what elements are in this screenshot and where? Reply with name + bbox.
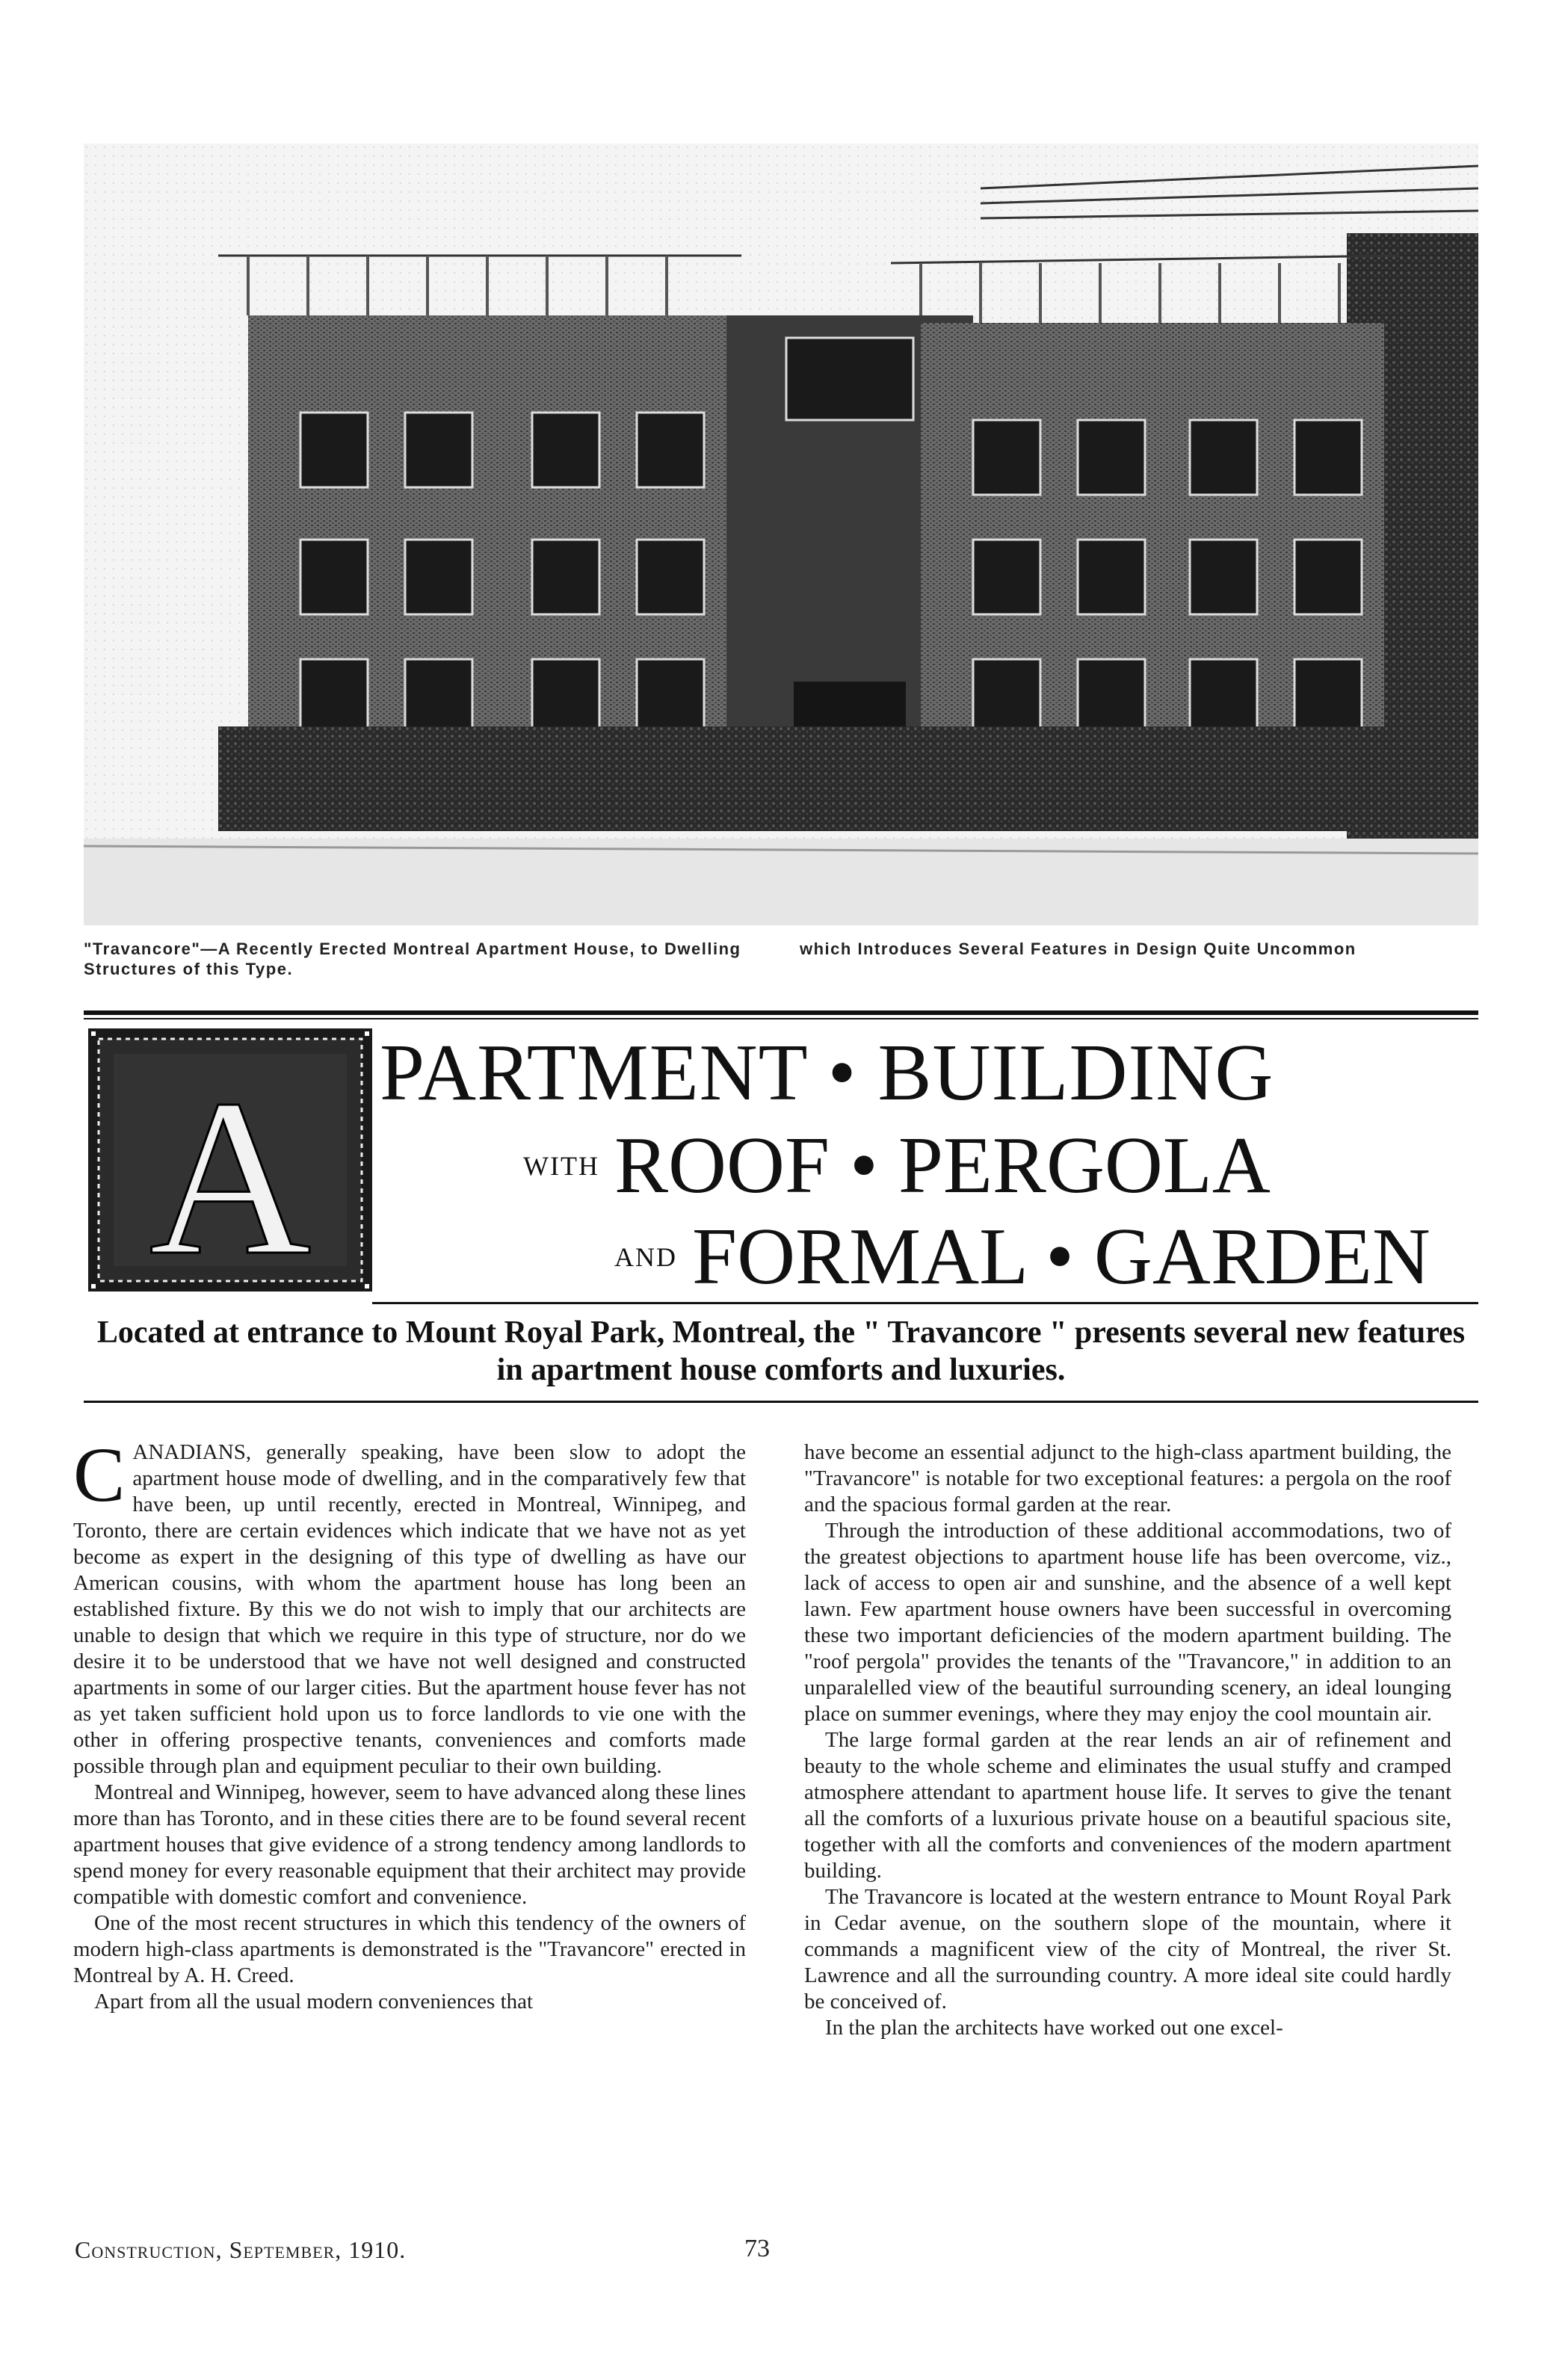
paragraph: [73, 1432, 746, 1780]
headline-and: AND: [614, 1242, 677, 1272]
article-column-right: [804, 1439, 1451, 2041]
headline-line-1: PARTMENT • BUILDING: [380, 1028, 1274, 1117]
headline-rule-top-thin: [84, 1018, 1478, 1019]
page-number: 73: [744, 2235, 770, 2262]
drop-cap: C: [73, 1432, 126, 1518]
publication-footer: Construction, September, 1910.: [75, 2236, 407, 2263]
paragraph: Through the introduction of these additional accommodations, two of the greatest objections to apartment house life has been overcome, viz., lack of access to open air and sunshine, and the absence of a well kept lawn. Few apartment house owners have been successful in overcoming these two important deficiencies of the modern apartment building. The "roof pergola" provides the tenants of the "Travancore," in addition to an unparalelled view of the beautiful surrounding scenery, an ideal lounging place on summer evenings, where they may enjoy the cool mountain air.: [804, 1519, 1451, 1726]
headline-with: WITH: [523, 1151, 599, 1181]
paragraph: In the plan the architects have worked out one excel-: [825, 2016, 1283, 2040]
headline-line-3: [614, 1212, 1430, 1302]
photograph-icon: [84, 144, 1478, 925]
article-subhead: Located at entrance to Mount Royal Park, Montreal, the " Travancore " presents several new features in apartment house comforts and luxuries.: [96, 1315, 1466, 1387]
decorative-initial: [88, 1028, 372, 1292]
headline-rule-top: [84, 1010, 1478, 1015]
paragraph: The large formal garden at the rear lends an air of refinement and beauty to the whole scheme and eliminates the usual stuffy and cramped atmosphere attendant to apartment house life. It serves to give the tenant all the comforts of a luxurious private house on a beautiful spacious site, together with all the comforts and conveniences of the modern apartment building.: [804, 1728, 1451, 1883]
headline-line-2: [523, 1121, 1271, 1211]
paragraph: have become an essential adjunct to the high-class apartment building, the "Travancore" is notable for two exceptional features: a pergola on the roof and the spacious formal garden at the rear.: [804, 1440, 1451, 1516]
headline-roof-pergola: ROOF • PERGOLA: [614, 1121, 1271, 1210]
photo-caption-left: "Travancore"—A Recently Erected Montreal Apartment House, to Dwelling Structures of this Type.: [84, 939, 741, 978]
article-column-left: [73, 1432, 746, 2015]
paragraph: One of the most recent structures in which this tendency of the owners of modern high-class apartments is demonstrated is the "Travancore" erected in Montreal by A. H. Creed.: [73, 1911, 746, 1987]
building-photograph: [84, 144, 1478, 925]
initial-letter: A: [149, 1053, 312, 1292]
paragraph-text: ANADIANS, generally speaking, have been slow to adopt the apartment house mode of dwelling, and in the comparatively few that have been, up until recently, erected in Montreal, Winnipeg, and Toronto, there are certain evidences which indicate that we have not as yet become as expert in the designing of this type of dwelling as have our American cousins, with whom the apartment house has long been an established fixture. By this we do not wish to imply that our architects are unable to design that which we require in this type of structure, nor do we desire it to be understood that we have not well designed and constructed apartments in some of our larger cities. But the apartment house fever has not as yet taken sufficient hold upon us to force landlords to vie one with the other in offering prospective tenants, conveniences and comforts made possible through plan and equipment peculiar to their own building.: [73, 1440, 746, 1778]
paragraph: Montreal and Winnipeg, however, seem to have advanced along these lines more than has Toronto, and in these cities there are to be found several recent apartment houses that give evidence of a strong tendency among landlords to spend money for every reasonable equipment that their architect may provide compatible with domestic comfort and convenience.: [73, 1780, 746, 1909]
photo-caption-right: which Introduces Several Features in Design Quite Uncommon: [800, 939, 1356, 958]
headline-formal-garden: FORMAL • GARDEN: [692, 1212, 1430, 1301]
paragraph: The Travancore is located at the western entrance to Mount Royal Park in Cedar avenue, on the southern slope of the mountain, where it commands a magnificent view of the city of Montreal, the river St. Lawrence and all the surrounding country. A more ideal site could hardly be conceived of.: [804, 1885, 1451, 2013]
headline-rule-bottom: [372, 1302, 1478, 1304]
subhead-rule: [84, 1401, 1478, 1403]
ornamental-initial-icon: [88, 1028, 372, 1292]
paragraph: Apart from all the usual modern conveniences that: [94, 1990, 534, 2013]
